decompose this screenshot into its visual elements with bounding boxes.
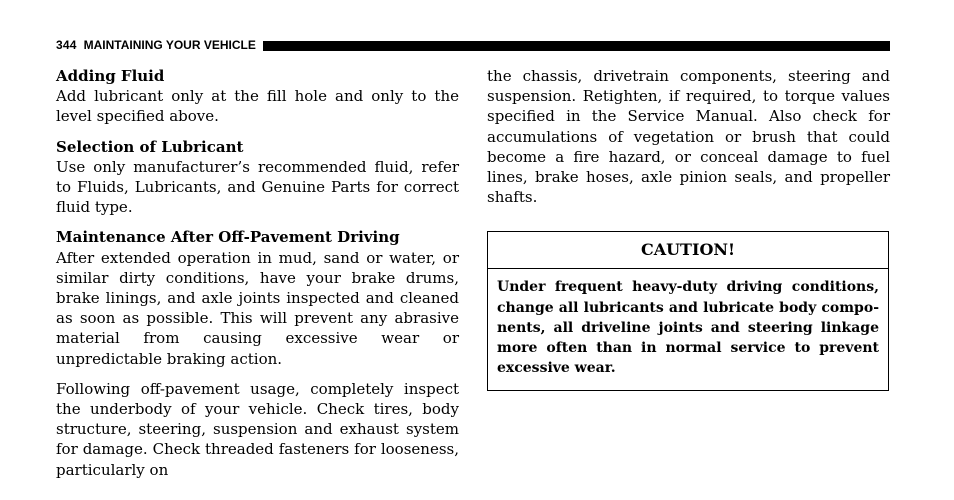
adding-fluid-text: Add lubricant only at the fill hole and only to the level specified above. <box>56 87 459 126</box>
page-header <box>56 37 890 53</box>
page-number: 344 <box>56 38 77 52</box>
spacer <box>56 127 459 137</box>
spacer <box>56 369 459 379</box>
maintenance-after-off-pavement-text: After extended operation in mud, sand or water, or similar dirty conditions, have your brake drums, brake linings, and axle joints inspected and cleaned as soon as possible. This will prevent any abrasive material from causing excessive wear or unpredictable braking action. <box>56 248 459 368</box>
section-title: MAINTAINING YOUR VEHICLE <box>83 38 256 52</box>
caution-title: CAUTION! <box>488 232 888 269</box>
selection-of-lubricant-text: Use only manufacturer’s recommended fluid, refer to Fluids, Lubricants, and Genuine Parts for correct fluid type. <box>56 157 459 217</box>
caution-text: Under frequent heavy-duty driving conditions, change all lubricants and lubricate body components, all driveline joints and steering linkage more often than in normal service to prevent excessive wear. <box>497 279 879 377</box>
left-column <box>56 66 459 480</box>
adding-fluid-heading: Adding Fluid <box>56 67 165 85</box>
selection-of-lubricant-heading: Selection of Lubricant <box>56 137 244 156</box>
maintenance-after-off-pavement-heading: Maintenance After Off-Pavement Driving <box>56 228 400 247</box>
right-column <box>487 66 890 391</box>
caution-box <box>487 231 889 391</box>
inspection-continued-text: the chassis, drivetrain components, steering and suspension. Retighten, if required, to torque values specified in the Service Manual. Also check for accumulations of vegetation or brush that could become a fire hazard, or conceal damage to fuel lines, brake hoses, axle pinion seals, and propeller shafts. <box>487 67 890 207</box>
spacer <box>56 217 459 227</box>
off-pavement-inspection-text: Following off-pavement usage, completely inspect the underbody of your vehicle. Check tires, body structure, steering, suspension and exhaust system for damage. Check threaded fasteners for looseness, particularly on <box>56 379 459 479</box>
header-rule <box>263 41 890 51</box>
